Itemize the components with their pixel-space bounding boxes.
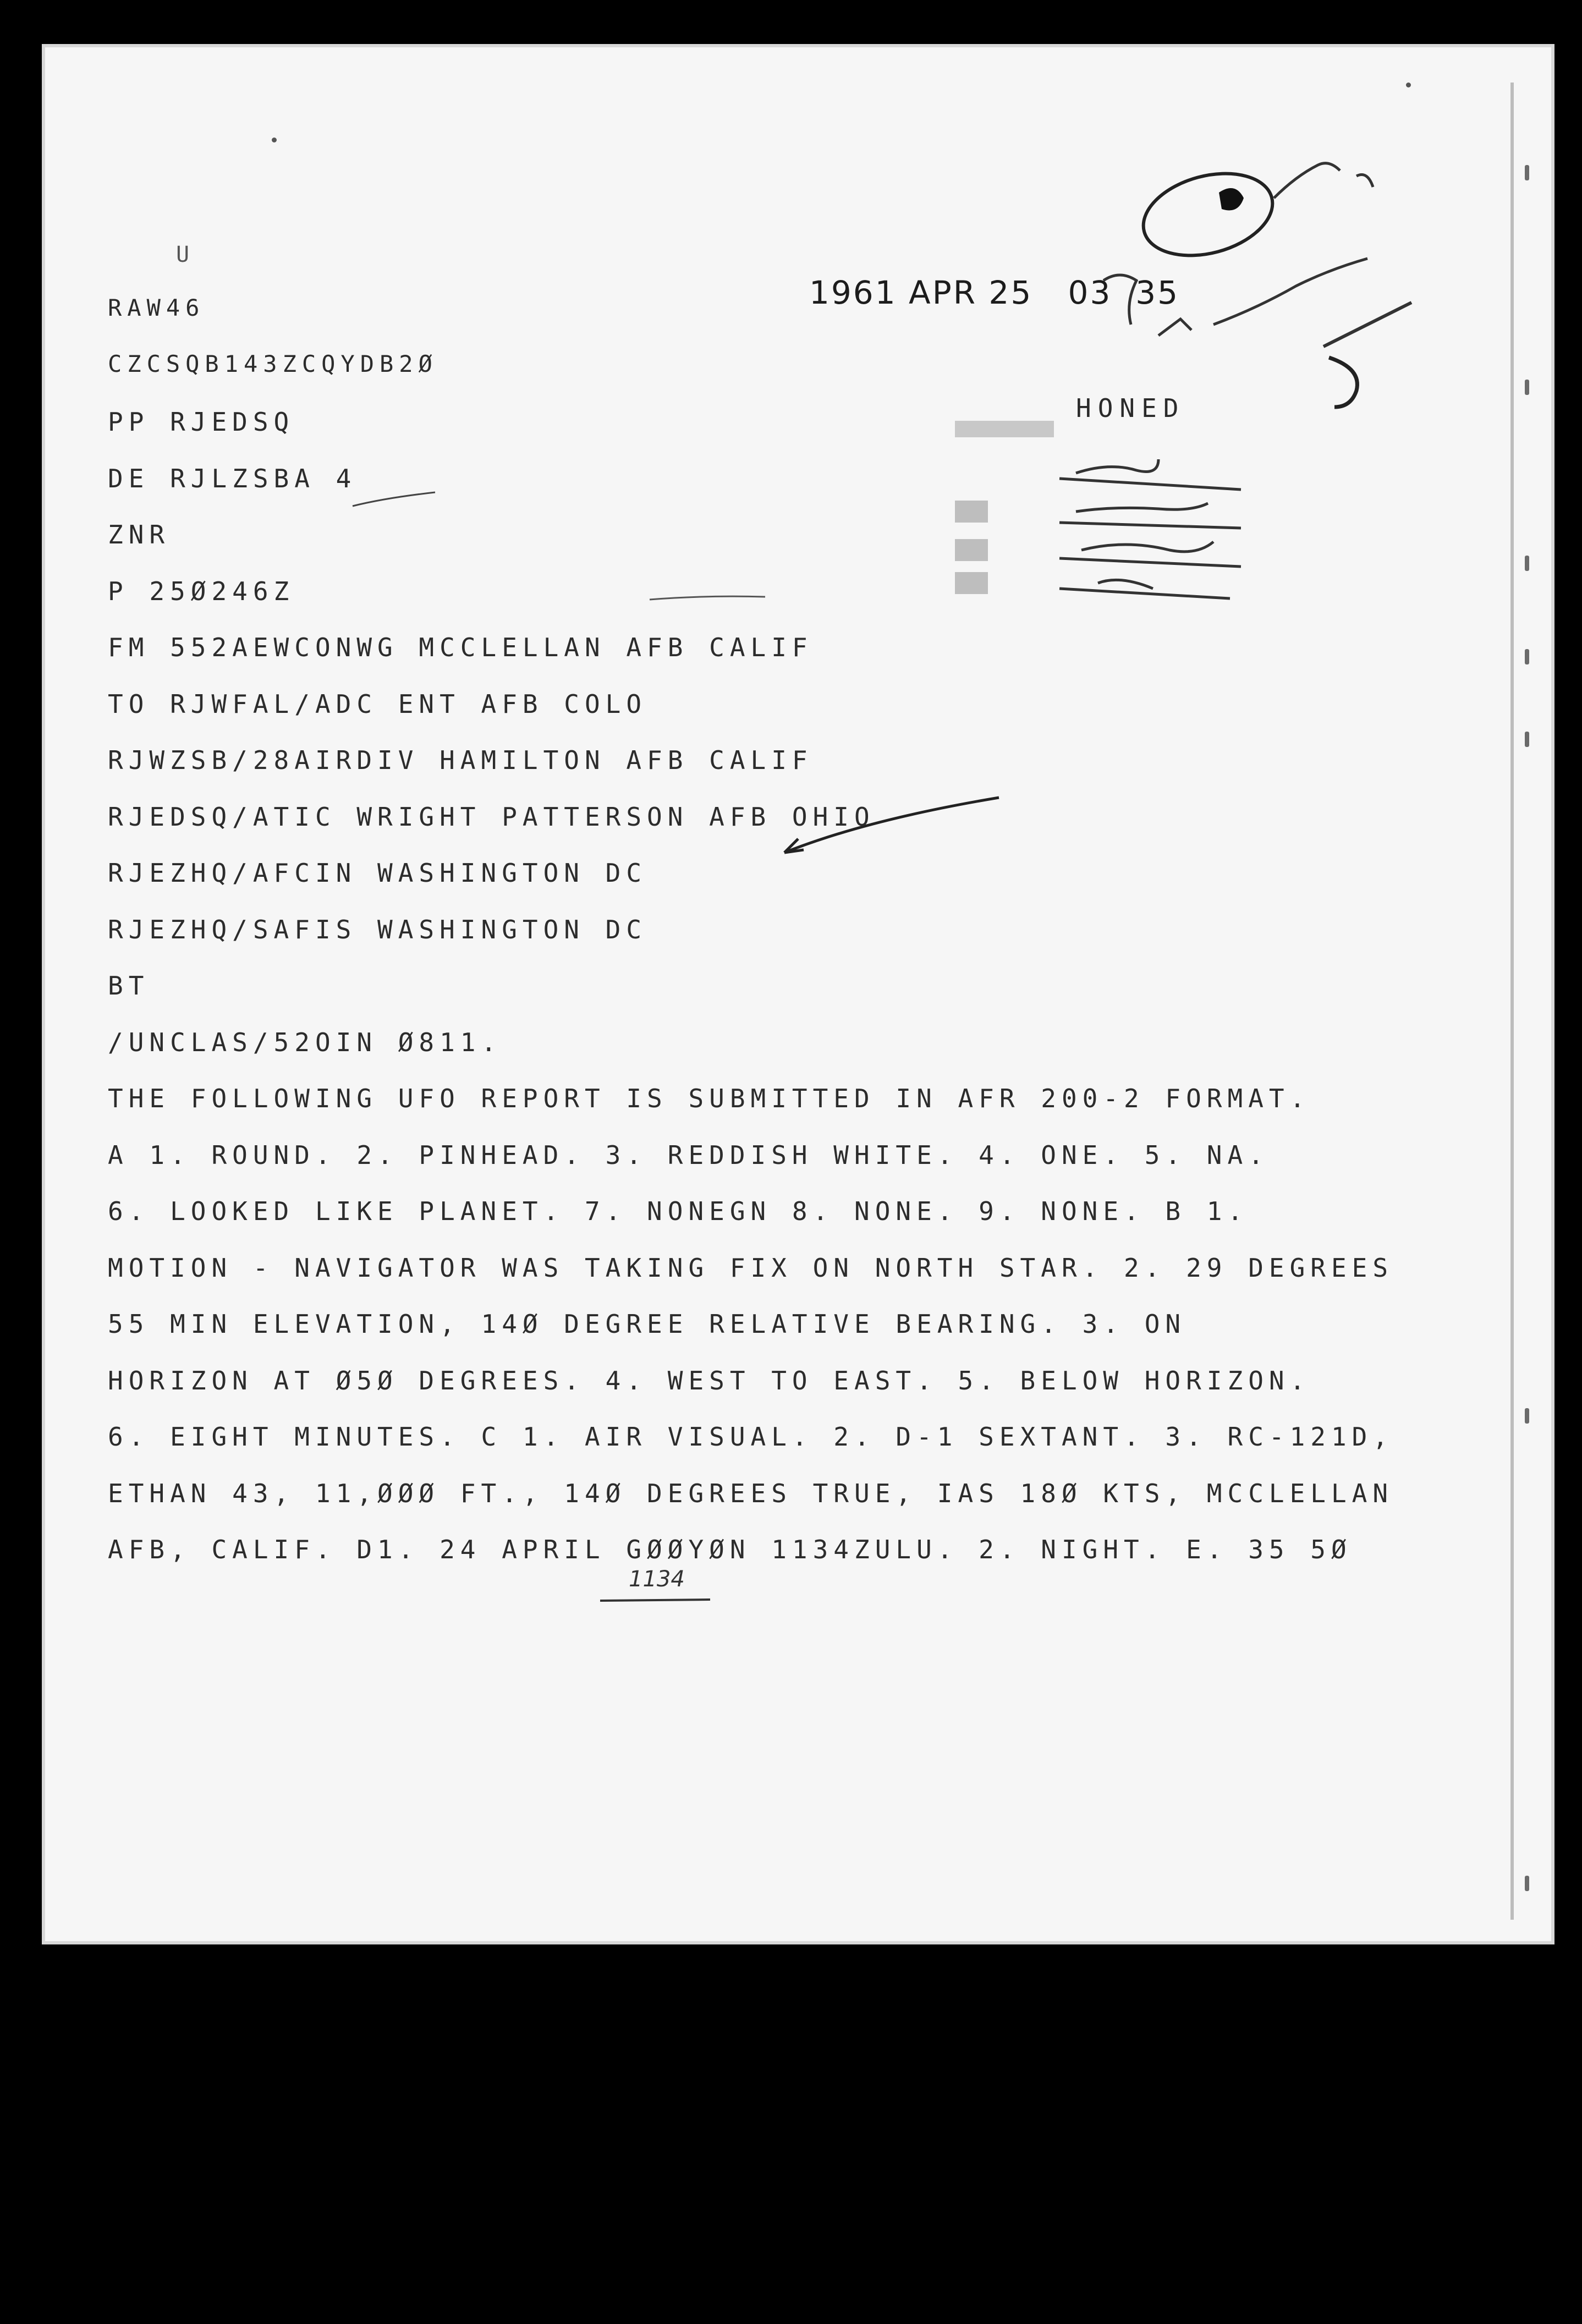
routing-line: CZCSQB143ZCQYDB2Ø [108,350,438,377]
teletype-page [42,44,1554,1944]
edge-tick [1525,1408,1529,1424]
pen-stroke [350,490,438,512]
edge-tick [1525,649,1529,664]
addressee-line: RJWZSB/28AIRDIV HAMILTON AFB CALIF [108,745,813,775]
report-text-line: 6. LOOKED LIKE PLANET. 7. NONEGN 8. NONE. 9. NONE. B 1. [108,1196,1249,1226]
right-edge-line [1510,83,1514,1920]
edge-tick [1525,1876,1529,1891]
routing-line: RAW46 [108,294,205,321]
handwritten-time-insert: 1134 [629,1567,685,1592]
to-line: TO RJWFAL/ADC ENT AFB COLO [108,689,647,719]
report-text-line: A 1. ROUND. 2. PINHEAD. 3. REDDISH WHITE. 4. ONE. 5. NA. [108,1140,1269,1170]
edge-tick [1525,732,1529,747]
report-text-line: AFB, CALIF. D1. 24 APRIL GØØYØN 1134ZULU. 2. NIGHT. E. 35 5Ø [108,1535,1352,1564]
edge-tick [1525,165,1529,180]
report-text-line: MOTION - NAVIGATOR WAS TAKING FIX ON NORTH STAR. 2. 29 DEGREES [108,1253,1394,1283]
stray-mark [1406,83,1411,87]
handwritten-annotation [1070,127,1488,435]
mark-u: U [176,242,195,267]
strike-through-mark [600,1595,710,1606]
stray-mark [272,138,277,142]
report-text-line: 6. EIGHT MINUTES. C 1. AIR VISUAL. 2. D-1 SEXTANT. 3. RC-121D, [108,1422,1394,1452]
phoned-stamp-box [955,413,1263,611]
edge-tick [1525,556,1529,571]
addressee-line: RJEZHQ/SAFIS WASHINGTON DC [108,915,647,944]
received-timestamp-stamp: 1961 APR 25 03 35 [809,274,1180,311]
routing-line: DE RJLZSBA 4 [108,464,357,493]
routing-line: P 25Ø246Z [108,576,295,606]
routing-line: ZNR [108,520,171,550]
phoned-stamp: HONED [1076,393,1185,423]
addressee-line: RJEDSQ/ATIC WRIGHT PATTERSON AFB OHIO [108,802,875,832]
edge-tick [1525,380,1529,395]
report-text-line: 55 MIN ELEVATION, 14Ø DEGREE RELATIVE BEARING. 3. ON [108,1309,1186,1339]
addressee-line: RJEZHQ/AFCIN WASHINGTON DC [108,858,647,888]
report-text-line: ETHAN 43, 11,ØØØ FT., 14Ø DEGREES TRUE, IAS 18Ø KTS, MCCLELLAN [108,1479,1394,1508]
pen-stroke [647,589,768,605]
report-text-line: HORIZON AT Ø5Ø DEGREES. 4. WEST TO EAST. 5. BELOW HORIZON. [108,1366,1311,1396]
break-line: BT [108,971,150,1001]
classification-line: /UNCLAS/52OIN Ø811. [108,1028,502,1057]
from-line: FM 552AEWCONWG MCCLELLAN AFB CALIF [108,633,813,662]
routing-line: PP RJEDSQ [108,407,295,437]
report-text-line: THE FOLLOWING UFO REPORT IS SUBMITTED IN AFR 200-2 FORMAT. [108,1084,1311,1113]
